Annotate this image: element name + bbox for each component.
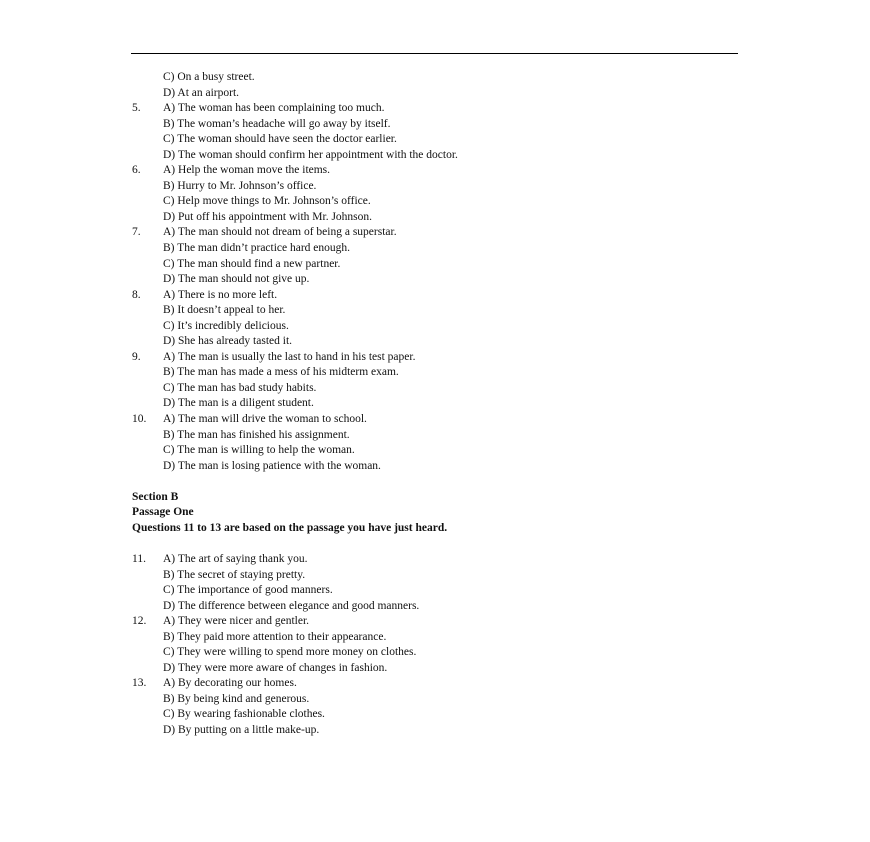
option-line (132, 194, 752, 210)
option-line (132, 661, 752, 677)
option-label: A) (163, 615, 176, 628)
option-label: D) (163, 459, 176, 472)
question-number: 5. (132, 102, 141, 115)
option-text: The difference between elegance and good manners. (177, 599, 420, 612)
option-text: Hurry to Mr. Johnson’s office. (177, 179, 317, 192)
question-number: 7. (132, 226, 141, 239)
option-label: B) (163, 117, 175, 130)
option-text: The secret of staying pretty. (177, 568, 306, 581)
option-label: C) (163, 381, 175, 394)
option-label: C) (163, 71, 175, 83)
option-text: The art of saying thank you. (177, 552, 308, 565)
option-line (132, 412, 752, 428)
option-line (132, 241, 752, 257)
option-line (132, 350, 752, 366)
option-line (132, 645, 752, 661)
part-a-questions (132, 101, 752, 474)
option-line (132, 630, 752, 646)
option-text: They were nicer and gentler. (177, 615, 310, 628)
option-text: The woman has been complaining too much. (177, 102, 385, 115)
option-line (132, 272, 752, 288)
option-text: By putting on a little make-up. (178, 723, 320, 736)
option-label: C) (163, 195, 175, 208)
option-line (132, 614, 752, 630)
option-text: She has already tasted it. (178, 335, 293, 348)
option-text: The woman should confirm her appointment with the doctor. (177, 148, 458, 161)
option-label: A) (163, 164, 176, 177)
option-text: The man should not give up. (177, 273, 310, 286)
option-line (132, 443, 752, 459)
option-text: They were more aware of changes in fashion. (177, 661, 388, 674)
option-label: B) (163, 692, 175, 705)
option-label: D) (163, 273, 176, 286)
question-number: 13. (132, 677, 147, 690)
option-label: B) (163, 630, 175, 643)
option-line (132, 163, 752, 179)
option-text: At an airport. (177, 86, 240, 99)
option-text: The man should not dream of being a superstar. (177, 226, 397, 239)
option-text: The man will drive the woman to school. (177, 413, 367, 426)
option-label: C) (163, 133, 175, 146)
option-label: D) (163, 210, 176, 223)
option-line (132, 334, 752, 350)
option-label: C) (163, 708, 175, 721)
option-text: Help the woman move the items. (178, 164, 331, 177)
option-line (132, 723, 752, 739)
option-text: They paid more attention to their appearance. (177, 630, 387, 643)
option-text: By wearing fashionable clothes. (177, 708, 325, 721)
option-label: B) (163, 179, 175, 192)
option-text: The man didn’t practice hard enough. (177, 242, 351, 255)
option-label: D) (163, 86, 176, 99)
option-line (132, 117, 752, 133)
option-line (132, 381, 752, 397)
option-line (132, 552, 752, 568)
option-label: A) (163, 677, 176, 690)
option-label: A) (163, 350, 176, 363)
option-text: The man has finished his assignment. (177, 428, 350, 441)
option-line (132, 428, 752, 444)
option-label: D) (163, 723, 176, 736)
option-text: The woman’s headache will go away by itself. (177, 117, 391, 130)
section-title: Section B (132, 490, 179, 503)
option-label: A) (163, 226, 176, 239)
option-text: The man should find a new partner. (177, 257, 341, 270)
option-label: C) (163, 646, 175, 659)
option-label: D) (163, 397, 176, 410)
option-line (132, 288, 752, 304)
option-line (132, 70, 752, 86)
option-line (132, 568, 752, 584)
option-text: The man is a diligent student. (177, 397, 314, 410)
option-line (132, 319, 752, 335)
option-text: They were willing to spend more money on clothes. (177, 646, 417, 659)
passage-title: Passage One (132, 506, 194, 519)
option-label: C) (163, 319, 175, 332)
option-text: It doesn’t appeal to her. (177, 304, 286, 317)
option-line (132, 101, 752, 117)
option-label: A) (163, 288, 176, 301)
question-number: 6. (132, 164, 141, 177)
option-line (132, 396, 752, 412)
option-label: C) (163, 444, 175, 457)
option-text: By decorating our homes. (178, 677, 297, 690)
option-text: The woman should have seen the doctor earlier. (177, 133, 397, 146)
section-b-questions (132, 552, 752, 739)
option-text: The man is losing patience with the woman. (177, 459, 381, 472)
option-text: There is no more left. (177, 288, 278, 301)
option-label: D) (163, 661, 176, 674)
option-line (132, 459, 752, 475)
option-text: It’s incredibly delicious. (177, 319, 289, 332)
option-label: B) (163, 428, 175, 441)
section-instruction: Questions 11 to 13 are based on the passage you have just heard. (132, 521, 448, 534)
option-text: Help move things to Mr. Johnson’s office. (177, 195, 371, 208)
option-line (132, 148, 752, 164)
option-label: C) (163, 257, 175, 270)
option-line (132, 86, 752, 102)
option-label: B) (163, 304, 175, 317)
question-number: 11. (132, 552, 146, 565)
option-line (132, 132, 752, 148)
option-text: The importance of good manners. (177, 584, 333, 597)
option-text: The man has made a mess of his midterm exam. (177, 366, 399, 379)
option-line (132, 676, 752, 692)
option-label: D) (163, 599, 176, 612)
option-label: B) (163, 568, 175, 581)
option-label: B) (163, 242, 175, 255)
option-label: D) (163, 148, 176, 161)
option-text: On a busy street. (177, 71, 255, 83)
option-line (132, 599, 752, 615)
question-number: 10. (132, 413, 147, 426)
option-line (132, 365, 752, 381)
option-text: The man has bad study habits. (177, 381, 317, 394)
option-text: The man is usually the last to hand in his test paper. (177, 350, 416, 363)
option-line (132, 225, 752, 241)
question-number: 12. (132, 615, 147, 628)
option-text: Put off his appointment with Mr. Johnson. (178, 210, 373, 223)
option-label: B) (163, 366, 175, 379)
option-line (132, 707, 752, 723)
option-line (132, 303, 752, 319)
option-label: D) (163, 335, 176, 348)
option-line (132, 692, 752, 708)
option-text: By being kind and generous. (177, 692, 310, 705)
option-label: A) (163, 413, 176, 426)
option-label: A) (163, 552, 176, 565)
option-label: C) (163, 584, 175, 597)
option-line (132, 179, 752, 195)
document-body (132, 70, 752, 739)
option-label: A) (163, 102, 176, 115)
option-line (132, 257, 752, 273)
question-number: 8. (132, 288, 141, 301)
option-text: The man is willing to help the woman. (177, 444, 355, 457)
option-line (132, 583, 752, 599)
option-line (132, 210, 752, 226)
question-number: 9. (132, 350, 141, 363)
header-rule (131, 53, 738, 54)
